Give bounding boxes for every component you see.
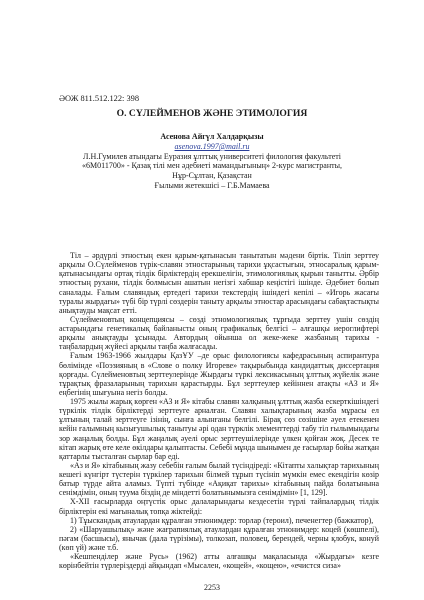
author-email-link[interactable]: asenova.1997@mail.ru <box>174 141 250 151</box>
body-paragraph: Х-ХІІ ғасырларда оңтүстік орыс далаларындағы кездесетін түрлі тайпалардың тілдік бірліктерін екі мағыналық топқа жіктейді: <box>59 497 379 516</box>
body-paragraph: 1975 жылы жарық көрген «АЗ и Я» кітабы славян халқының ұлттық жазба ескерткішіндегі түркілік тілдік бірліктерді зерттеуге арналған. Славян халықтарының жазба мұрасы ел ұлтының талай зерттеуге ізінің, сынға алынғаны белгілі. Бірақ сөз сөзішіне әуел етекенен кейін ғалымның кызығушылық танытуы әрі одан түрклік элементтерді табу тіл ғылымындағы зор жаңалық болды. Бұл жаңалық әуелі орыс зерттеушілерінде үлкен қойған жоқ. Десек те кітап жарық өте келе өкілдары қалыптасты. Себебі мұнда шынымен де ғасырлар бойы жатқан қаттарлы тысталған сырлар бар еді. <box>59 397 379 461</box>
body-paragraph: Ғалым 1963-1966 жылдары ҚазҰУ –де орыс филологиясы кафедрасының аспирантура бөлімінде «Поэзияның в «Слове о полку Игореве» тақырыбында кандидаттық диссертация қорғады. Сүлейменовтың зерттеулерінде Жырдағы түркі лексикасының ұлттық жүйелік және тұрақтық фразаларының тарихын қарастырды. Бұл зерттеулер кейіннен атақты «АЗ и Я» еңбегінің шығуына негіз болды. <box>59 351 379 397</box>
body-paragraph: 1) Тұыскандық атаулардан құралған этнонимдер: торлар (тероил), печенегтер (бажкатор), <box>70 515 374 525</box>
udc-code: ӘОЖ 811.512.122: 398 <box>59 94 140 103</box>
body-paragraph: «Кешпенділер және Русь» (1962) атты алғашқы мақаласында «Жырдағы» кезге көрінбейтін түрлеріздерді айқындап «Мысален, «кощей», «кощею», «ечистся сиза» <box>59 552 379 571</box>
author-name: Асенова Айгүл Халдарқызы <box>160 132 264 141</box>
author-block <box>40 132 384 191</box>
affiliation-line: Л.Н.Гумилев атындағы Еуразия ұлттық университеті филология факультеті <box>83 151 341 161</box>
affiliation-line: «6M011700» - Қазақ тілі мен әдебиеті мамандығының» 2-курс магистранты, <box>82 161 342 171</box>
article-body <box>59 251 379 570</box>
affiliation-line: Нұр-Сұлтан, Қазақстан <box>172 171 252 181</box>
page-number: 2253 <box>204 583 220 592</box>
body-paragraph: 2) «Шаруашылық» және жағрапиялық атаулардан құралған этнонимдер: коцей (көшпелі), пәгам (басшысы), янычак (дала түрізімы), толкозап, половец, берендей, черны қлобук, конуй (көп үй) және т.б. <box>59 524 379 552</box>
article-title: О. СҮЛЕЙМЕНОВ ЖӘНЕ ЭТИМОЛОГИЯ <box>116 108 308 119</box>
body-paragraph: «Аз и Я» кітабының жазу себебін ғалым былай түсіндіреді: «Кітапты халықтар тарихының кешегі күнгірт түстерін түркілер тарихын білмей тұрып түсініп мүмкін емес екендігін көзір батыр түрде айта аламыз. Түпті түбінде «Ақиқат тарихы» кітабының пайда болатынына сенімдімін, оның туума біздің де міндетті болатынымызға сенімдімін» [1, 129]. <box>59 460 379 498</box>
body-paragraph: Сүлейменовтың концепциясы – сөзді этномологиялық тұрғыда зерттеу ушін сөздің астарындағы генетикалық байланысты оның графикалық белгісі – алғашқы иероглифтері арқылы анықтауды ұсынады. Автордың ойынша ол жеке-жеке жазбаның тарихы - таңбалардың жүйесі арқылы таңба жалғасады. <box>59 314 379 352</box>
body-paragraph: Тіл – әрдүрлі этностың екен қарым-қатынасын танытатын мәдени біртік. Тіліп зерттеу арқылы О.Сүлейменов түрік-славян этностарының тарихи ұқсастығын, этносаралық қарым-қатынасындағы ортақ тілдік бірліктердің ерекшелігін, этимологиялық қырын танытты. Әрбір этностың рухани, тілдік болмысын ашатын негізгі хабшар кеңістігі ішінде. Әдебиет болып саналады. Ғалым славяндық ертедегі тарихи текстердің ішіндегі кепілі – «Игорь жасағы туралы жырдағы» түбі бір түрлі сөздерін таныту арқылы этностар арасындағы сабақтастықты анықтауды мақсат етті. <box>59 251 379 315</box>
affiliation-line: Ғылыми жетекшісі – Г.Б.Мамаева <box>154 180 270 190</box>
